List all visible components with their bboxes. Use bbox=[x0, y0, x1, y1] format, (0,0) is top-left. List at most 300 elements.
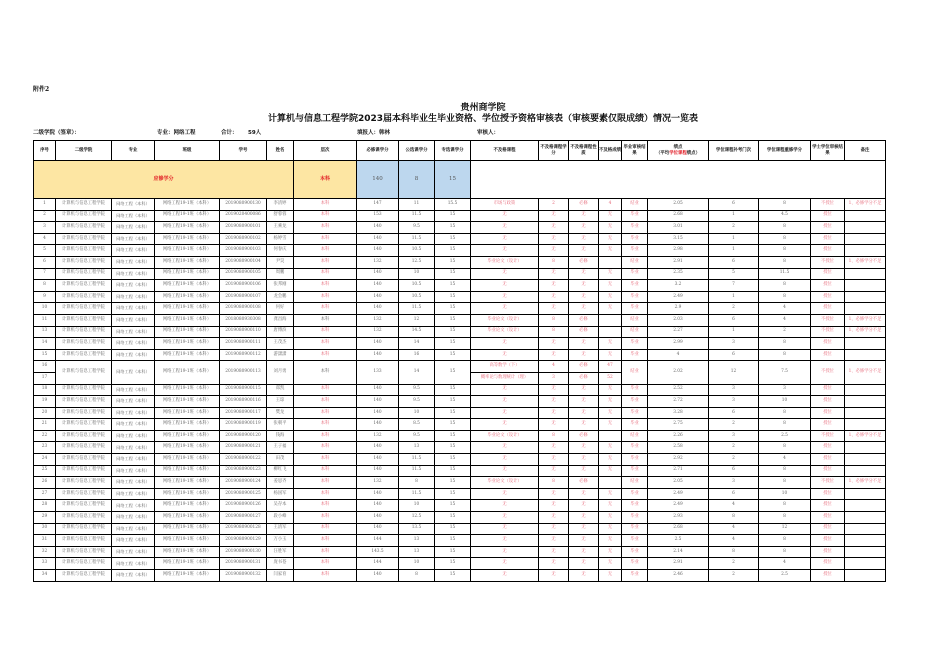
student-name-cell: 杨国军 bbox=[267, 488, 294, 500]
row-number: 10 bbox=[34, 303, 56, 315]
college-cell: 计算机与信息工程学院 bbox=[56, 477, 112, 489]
graduation-result-cell: 毕业 bbox=[622, 500, 648, 512]
public-elective-cell: 9.5 bbox=[399, 396, 435, 408]
student-name-cell: 游潇潇 bbox=[267, 349, 294, 361]
major-elective-cell: 15 bbox=[435, 419, 471, 431]
public-elective-cell: 12.5 bbox=[399, 256, 435, 268]
note-cell bbox=[845, 454, 886, 466]
gpa-cell: 2.75 bbox=[648, 419, 709, 431]
makeup-count-cell: 2 bbox=[709, 442, 759, 454]
class-cell: 网络工程19-1班（本科） bbox=[155, 326, 220, 338]
major-elective-cell: 15 bbox=[435, 349, 471, 361]
major-elective-cell: 15 bbox=[435, 500, 471, 512]
table-row bbox=[34, 454, 886, 466]
gpa-cell: 4 bbox=[648, 349, 709, 361]
graduation-result-cell: 毕业 bbox=[622, 558, 648, 570]
table-row bbox=[34, 210, 886, 222]
attachment-label: 附件2 bbox=[33, 86, 50, 93]
failed-nature-cell: 无 bbox=[569, 384, 599, 396]
level-cell: 本科 bbox=[294, 233, 357, 245]
public-elective-cell: 8 bbox=[399, 570, 435, 582]
class-cell: 网络工程19-1班（本科） bbox=[155, 465, 220, 477]
level-cell: 本科 bbox=[294, 326, 357, 338]
failed-course-cell: 无 bbox=[471, 303, 539, 315]
gpa-cell: 2.05 bbox=[648, 477, 709, 489]
failed-score-cell: 无 bbox=[599, 222, 622, 234]
public-elective-cell: 13 bbox=[399, 442, 435, 454]
required-public-elective: 8 bbox=[399, 161, 435, 199]
failed-score-cell: 无 bbox=[599, 442, 622, 454]
graduation-result-cell: 毕业 bbox=[622, 291, 648, 303]
table-row bbox=[34, 338, 886, 350]
gpa-cell: 2.93 bbox=[648, 512, 709, 524]
failed-credits-cell: 无 bbox=[539, 523, 569, 535]
retake-credits-cell: 8 bbox=[759, 512, 811, 524]
failed-score-cell: 无 bbox=[599, 465, 622, 477]
failed-score-cell bbox=[599, 314, 622, 326]
degree-result-cell: 授位 bbox=[811, 535, 845, 547]
public-elective-cell: 11.5 bbox=[399, 303, 435, 315]
failed-credits-cell: 8 bbox=[539, 256, 569, 268]
failed-course-cell: 无 bbox=[471, 407, 539, 419]
compulsory-credits-cell: 140 bbox=[357, 465, 399, 477]
major-cell: 网络工程（本科） bbox=[112, 268, 155, 280]
makeup-count-cell: 2 bbox=[709, 558, 759, 570]
class-cell: 网络工程19-1班（本科） bbox=[155, 419, 220, 431]
table-row bbox=[34, 500, 886, 512]
makeup-count-cell: 7 bbox=[709, 280, 759, 292]
retake-credits-cell: 8 bbox=[759, 256, 811, 268]
major-elective-cell: 15 bbox=[435, 523, 471, 535]
table-row bbox=[34, 268, 886, 280]
student-name-cell: 姜思齐 bbox=[267, 477, 294, 489]
failed-course-cell: 高等数学（下） bbox=[471, 361, 539, 373]
class-cell: 网络工程19-1班（本科） bbox=[155, 535, 220, 547]
failed-nature-cell: 必修 bbox=[569, 256, 599, 268]
table-row bbox=[34, 465, 886, 477]
college-cell: 计算机与信息工程学院 bbox=[56, 303, 112, 315]
col-header: 姓名 bbox=[267, 141, 294, 161]
graduation-result-cell: 结业 bbox=[622, 361, 648, 384]
compulsory-credits-cell: 132 bbox=[357, 314, 399, 326]
failed-score-cell: 无 bbox=[599, 245, 622, 257]
major-elective-cell: 15 bbox=[435, 384, 471, 396]
col-header: 学士学位审核结果 bbox=[811, 141, 845, 161]
gpa-cell: 2.46 bbox=[648, 570, 709, 582]
college-cell: 计算机与信息工程学院 bbox=[56, 570, 112, 582]
class-cell: 网络工程19-1班（本科） bbox=[155, 477, 220, 489]
class-cell: 网络工程19-1班（本科） bbox=[155, 488, 220, 500]
failed-score-cell: 47 bbox=[599, 361, 622, 373]
review-table bbox=[33, 140, 886, 582]
row-number: 25 bbox=[34, 465, 56, 477]
college-cell: 计算机与信息工程学院 bbox=[56, 233, 112, 245]
failed-nature-cell: 必修 bbox=[569, 361, 599, 373]
required-credits-label: 应修学分 bbox=[34, 161, 294, 199]
major-elective-cell: 15 bbox=[435, 546, 471, 558]
row-number: 3 bbox=[34, 222, 56, 234]
failed-credits-cell: 无 bbox=[539, 488, 569, 500]
class-cell: 网络工程19-1班（本科） bbox=[155, 570, 220, 582]
failed-credits-cell: 无 bbox=[539, 384, 569, 396]
failed-credits-cell: 无 bbox=[539, 512, 569, 524]
makeup-count-cell: 1 bbox=[709, 233, 759, 245]
major-cell: 网络工程（本科） bbox=[112, 477, 155, 489]
note-cell bbox=[845, 268, 886, 280]
note-cell bbox=[845, 512, 886, 524]
major-elective-cell: 15 bbox=[435, 303, 471, 315]
public-elective-cell: 10 bbox=[399, 500, 435, 512]
compulsory-credits-cell: 140 bbox=[357, 291, 399, 303]
major-cell: 网络工程（本科） bbox=[112, 512, 155, 524]
college-cell: 计算机与信息工程学院 bbox=[56, 442, 112, 454]
graduation-result-cell: 毕业 bbox=[622, 523, 648, 535]
required-level: 本科 bbox=[294, 161, 357, 199]
failed-nature-cell: 无 bbox=[569, 500, 599, 512]
col-header: 不及格成绩 bbox=[599, 141, 622, 161]
degree-result-cell: 授位 bbox=[811, 523, 845, 535]
retake-credits-cell: 8 bbox=[759, 199, 811, 211]
row-number: 29 bbox=[34, 512, 56, 524]
level-cell: 本科 bbox=[294, 384, 357, 396]
col-header: 学号 bbox=[220, 141, 267, 161]
graduation-result-cell: 毕业 bbox=[622, 488, 648, 500]
class-cell: 网络工程19-1班（本科） bbox=[155, 500, 220, 512]
compulsory-credits-cell: 133 bbox=[357, 361, 399, 384]
note-cell bbox=[845, 546, 886, 558]
degree-result-cell: 授位 bbox=[811, 210, 845, 222]
major-cell: 网络工程（本科） bbox=[112, 291, 155, 303]
failed-course-cell: 无 bbox=[471, 442, 539, 454]
level-cell: 本科 bbox=[294, 210, 357, 222]
public-elective-cell: 11 bbox=[399, 199, 435, 211]
level-cell: 本科 bbox=[294, 454, 357, 466]
failed-credits-cell: 无 bbox=[539, 570, 569, 582]
major-cell: 网络工程（本科） bbox=[112, 442, 155, 454]
note-cell: 1、必修学分不足 bbox=[845, 361, 886, 384]
makeup-count-cell: 6 bbox=[709, 314, 759, 326]
level-cell: 本科 bbox=[294, 338, 357, 350]
row-number: 32 bbox=[34, 546, 56, 558]
note-cell bbox=[845, 442, 886, 454]
row-number: 8 bbox=[34, 280, 56, 292]
failed-credits-cell: 无 bbox=[539, 280, 569, 292]
table-row bbox=[34, 570, 886, 582]
major-elective-cell: 15 bbox=[435, 407, 471, 419]
makeup-count-cell: 3 bbox=[709, 338, 759, 350]
major-cell: 网络工程（本科） bbox=[112, 500, 155, 512]
table-row bbox=[34, 512, 886, 524]
compulsory-credits-cell: 144 bbox=[357, 535, 399, 547]
major-cell: 网络工程（本科） bbox=[112, 570, 155, 582]
failed-nature-cell: 无 bbox=[569, 488, 599, 500]
public-elective-cell: 12 bbox=[399, 314, 435, 326]
student-name-cell: 何好 bbox=[267, 303, 294, 315]
row-number: 17 bbox=[34, 372, 56, 384]
class-cell: 网络工程19-1班（本科） bbox=[155, 523, 220, 535]
level-cell: 本科 bbox=[294, 268, 357, 280]
major-cell: 网络工程（本科） bbox=[112, 419, 155, 431]
degree-result-cell: 授位 bbox=[811, 419, 845, 431]
failed-course-cell: 无 bbox=[471, 268, 539, 280]
level-cell: 本科 bbox=[294, 535, 357, 547]
major-elective-cell: 15 bbox=[435, 535, 471, 547]
note-cell bbox=[845, 291, 886, 303]
gpa-cell: 3.01 bbox=[648, 222, 709, 234]
degree-result-cell: 不授位 bbox=[811, 314, 845, 326]
makeup-count-cell: 2 bbox=[709, 303, 759, 315]
graduation-result-cell: 结业 bbox=[622, 199, 648, 211]
makeup-count-cell: 4 bbox=[709, 523, 759, 535]
table-row bbox=[34, 314, 886, 326]
graduation-result-cell: 毕业 bbox=[622, 268, 648, 280]
college-cell: 计算机与信息工程学院 bbox=[56, 199, 112, 211]
failed-nature-cell: 无 bbox=[569, 303, 599, 315]
major-cell: 网络工程（本科） bbox=[112, 256, 155, 268]
failed-course-cell: 无 bbox=[471, 570, 539, 582]
failed-credits-cell: 无 bbox=[539, 407, 569, 419]
gpa-cell: 2.92 bbox=[648, 454, 709, 466]
makeup-count-cell: 3 bbox=[709, 396, 759, 408]
class-cell: 网络工程19-1班（本科） bbox=[155, 546, 220, 558]
compulsory-credits-cell: 140 bbox=[357, 396, 399, 408]
gpa-cell: 2.5 bbox=[648, 535, 709, 547]
table-row bbox=[34, 407, 886, 419]
public-elective-cell: 11.5 bbox=[399, 210, 435, 222]
failed-course-cell: 无 bbox=[471, 500, 539, 512]
public-elective-cell: 10 bbox=[399, 407, 435, 419]
compulsory-credits-cell: 140 bbox=[357, 222, 399, 234]
student-name-cell: 张邦刚 bbox=[267, 280, 294, 292]
failed-course-cell: 市场与政策 bbox=[471, 199, 539, 211]
failed-nature-cell: 无 bbox=[569, 338, 599, 350]
student-name-cell: 吴存本 bbox=[267, 500, 294, 512]
compulsory-credits-cell: 143.5 bbox=[357, 546, 399, 558]
failed-credits-cell: 无 bbox=[539, 558, 569, 570]
major-elective-cell: 15.5 bbox=[435, 199, 471, 211]
class-cell: 网络工程19-1班（本科） bbox=[155, 256, 220, 268]
gpa-cell: 2.05 bbox=[648, 199, 709, 211]
major-elective-cell: 15 bbox=[435, 465, 471, 477]
table-row bbox=[34, 558, 886, 570]
graduation-result-cell: 毕业 bbox=[622, 396, 648, 408]
degree-result-cell: 授位 bbox=[811, 546, 845, 558]
makeup-count-cell: 1 bbox=[709, 245, 759, 257]
student-id-cell: 2019080900121 bbox=[220, 442, 267, 454]
failed-course-cell: 无 bbox=[471, 419, 539, 431]
major-cell: 网络工程（本科） bbox=[112, 361, 155, 384]
makeup-count-cell: 6 bbox=[709, 465, 759, 477]
failed-course-cell: 毕业论文（设计） bbox=[471, 430, 539, 442]
failed-score-cell: 无 bbox=[599, 407, 622, 419]
student-name-cell: 周鹏 bbox=[267, 268, 294, 280]
row-number: 4 bbox=[34, 233, 56, 245]
failed-nature-cell: 无 bbox=[569, 280, 599, 292]
failed-nature-cell: 无 bbox=[569, 558, 599, 570]
retake-credits-cell: 4.5 bbox=[759, 210, 811, 222]
graduation-result-cell: 结业 bbox=[622, 256, 648, 268]
degree-result-cell: 不授位 bbox=[811, 199, 845, 211]
gpa-cell: 3.28 bbox=[648, 407, 709, 419]
public-elective-cell: 10 bbox=[399, 558, 435, 570]
retake-credits-cell: 2.5 bbox=[759, 430, 811, 442]
student-name-cell: 何春庆 bbox=[267, 245, 294, 257]
retake-credits-cell: 2 bbox=[759, 326, 811, 338]
gpa-cell: 2.27 bbox=[648, 326, 709, 338]
degree-result-cell: 授位 bbox=[811, 291, 845, 303]
retake-credits-cell: 10 bbox=[759, 488, 811, 500]
student-name-cell: 柳红飞 bbox=[267, 465, 294, 477]
college-cell: 计算机与信息工程学院 bbox=[56, 210, 112, 222]
makeup-count-cell: 1 bbox=[709, 326, 759, 338]
graduation-result-cell: 毕业 bbox=[622, 349, 648, 361]
level-cell: 本科 bbox=[294, 488, 357, 500]
student-id-cell: 2019080900124 bbox=[220, 477, 267, 489]
class-cell: 网络工程19-1班（本科） bbox=[155, 512, 220, 524]
student-id-cell: 2019080900110 bbox=[220, 326, 267, 338]
college-cell: 计算机与信息工程学院 bbox=[56, 314, 112, 326]
class-cell: 网络工程19-1班（本科） bbox=[155, 384, 220, 396]
public-elective-cell: 10.5 bbox=[399, 291, 435, 303]
failed-nature-cell: 无 bbox=[569, 454, 599, 466]
note-cell bbox=[845, 570, 886, 582]
failed-credits-cell: 无 bbox=[539, 291, 569, 303]
class-cell: 网络工程19-1班（本科） bbox=[155, 338, 220, 350]
student-name-cell: 樊龙 bbox=[267, 407, 294, 419]
student-id-cell: 2019080900112 bbox=[220, 349, 267, 361]
class-cell: 网络工程19-1班（本科） bbox=[155, 454, 220, 466]
makeup-count-cell: 3 bbox=[709, 430, 759, 442]
college-cell: 计算机与信息工程学院 bbox=[56, 384, 112, 396]
degree-result-cell: 授位 bbox=[811, 500, 845, 512]
level-cell: 本科 bbox=[294, 199, 357, 211]
col-header: 学位课程补考门次 bbox=[709, 141, 759, 161]
major-elective-cell: 15 bbox=[435, 326, 471, 338]
college-label: 二级学院（签章）： bbox=[33, 130, 80, 136]
degree-result-cell: 授位 bbox=[811, 233, 845, 245]
level-cell: 本科 bbox=[294, 361, 357, 384]
major-elective-cell: 15 bbox=[435, 256, 471, 268]
compulsory-credits-cell: 153 bbox=[357, 210, 399, 222]
student-name-cell: 闫家育 bbox=[267, 570, 294, 582]
student-name-cell: 龙会鹏 bbox=[267, 291, 294, 303]
failed-nature-cell: 无 bbox=[569, 570, 599, 582]
retake-credits-cell: 8 bbox=[759, 535, 811, 547]
failed-score-cell: 无 bbox=[599, 291, 622, 303]
failed-credits-cell: 2 bbox=[539, 199, 569, 211]
failed-credits-cell: 8 bbox=[539, 430, 569, 442]
table-row bbox=[34, 233, 886, 245]
compulsory-credits-cell: 140 bbox=[357, 488, 399, 500]
public-elective-cell: 12.5 bbox=[399, 512, 435, 524]
public-elective-cell: 11.5 bbox=[399, 454, 435, 466]
gpa-cell: 2.91 bbox=[648, 256, 709, 268]
failed-score-cell bbox=[599, 477, 622, 489]
class-cell: 网络工程19-1班（本科） bbox=[155, 442, 220, 454]
major-elective-cell: 15 bbox=[435, 512, 471, 524]
college-cell: 计算机与信息工程学院 bbox=[56, 523, 112, 535]
major-cell: 网络工程（本科） bbox=[112, 314, 155, 326]
college-cell: 计算机与信息工程学院 bbox=[56, 268, 112, 280]
failed-course-cell: 毕业论文（设计） bbox=[471, 477, 539, 489]
student-id-cell: 2019080900120 bbox=[220, 430, 267, 442]
level-cell: 本科 bbox=[294, 245, 357, 257]
college-cell: 计算机与信息工程学院 bbox=[56, 326, 112, 338]
graduation-result-cell: 毕业 bbox=[622, 546, 648, 558]
failed-credits-cell: 无 bbox=[539, 233, 569, 245]
col-header: 不及格课程学分 bbox=[539, 141, 569, 161]
student-name-cell: 王茂杰 bbox=[267, 338, 294, 350]
table-row bbox=[34, 303, 886, 315]
gpa-cell: 2.26 bbox=[648, 430, 709, 442]
college-cell: 计算机与信息工程学院 bbox=[56, 430, 112, 442]
table-row-merged bbox=[34, 361, 886, 373]
compulsory-credits-cell: 140 bbox=[357, 245, 399, 257]
makeup-count-cell: 2 bbox=[709, 419, 759, 431]
student-name-cell: 杨婷雪 bbox=[267, 233, 294, 245]
col-header: 学位课程重修学分 bbox=[759, 141, 811, 161]
class-cell: 网络工程19-1班（本科） bbox=[155, 280, 220, 292]
student-id-cell: 2019080900116 bbox=[220, 396, 267, 408]
failed-course-cell: 毕业论文（设计） bbox=[471, 314, 539, 326]
public-elective-cell: 14 bbox=[399, 361, 435, 384]
row-number: 19 bbox=[34, 396, 56, 408]
table-row bbox=[34, 546, 886, 558]
graduation-result-cell: 结业 bbox=[622, 314, 648, 326]
compulsory-credits-cell: 140 bbox=[357, 338, 399, 350]
failed-credits-cell: 无 bbox=[539, 245, 569, 257]
row-number: 13 bbox=[34, 326, 56, 338]
makeup-count-cell: 2 bbox=[709, 570, 759, 582]
class-cell: 网络工程19-1班（本科） bbox=[155, 349, 220, 361]
class-cell: 网络工程19-1班（本科） bbox=[155, 430, 220, 442]
failed-nature-cell: 必修 bbox=[569, 199, 599, 211]
page-title: 计算机与信息工程学院2023届本科毕业生毕业资格、学位授予资格审核表（审核要素仅限成绩）情况一览表 bbox=[267, 114, 699, 124]
public-elective-cell: 10.5 bbox=[399, 280, 435, 292]
note-cell bbox=[845, 558, 886, 570]
failed-score-cell: 无 bbox=[599, 303, 622, 315]
row-number: 33 bbox=[34, 558, 56, 570]
public-elective-cell: 16 bbox=[399, 349, 435, 361]
level-cell: 本科 bbox=[294, 256, 357, 268]
retake-credits-cell: 2.5 bbox=[759, 570, 811, 582]
retake-credits-cell: 8 bbox=[759, 465, 811, 477]
failed-credits-cell: 无 bbox=[539, 465, 569, 477]
failed-credits-cell: 无 bbox=[539, 442, 569, 454]
major-elective-cell: 15 bbox=[435, 488, 471, 500]
compulsory-credits-cell: 132 bbox=[357, 477, 399, 489]
retake-credits-cell: 8 bbox=[759, 222, 811, 234]
gpa-cell: 2.49 bbox=[648, 291, 709, 303]
note-cell bbox=[845, 523, 886, 535]
degree-result-cell: 不授位 bbox=[811, 326, 845, 338]
gpa-cell: 2.14 bbox=[648, 546, 709, 558]
college-cell: 计算机与信息工程学院 bbox=[56, 338, 112, 350]
gpa-cell: 2.03 bbox=[648, 314, 709, 326]
college-cell: 计算机与信息工程学院 bbox=[56, 465, 112, 477]
table-row bbox=[34, 326, 886, 338]
note-cell: 1、必修学分不足 bbox=[845, 199, 886, 211]
table-row bbox=[34, 384, 886, 396]
degree-result-cell: 授位 bbox=[811, 268, 845, 280]
public-elective-cell: 11.5 bbox=[399, 465, 435, 477]
graduation-result-cell: 毕业 bbox=[622, 465, 648, 477]
graduation-result-cell: 毕业 bbox=[622, 384, 648, 396]
note-cell bbox=[845, 222, 886, 234]
required-compulsory: 140 bbox=[357, 161, 399, 199]
public-elective-cell: 9.5 bbox=[399, 384, 435, 396]
graduation-result-cell: 毕业 bbox=[622, 210, 648, 222]
